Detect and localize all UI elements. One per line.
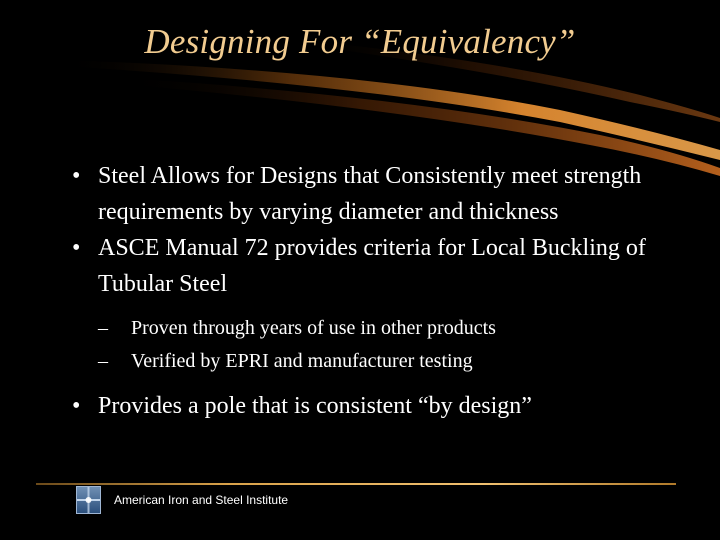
bullet-list bbox=[72, 158, 672, 424]
sub-bullet-item bbox=[98, 312, 672, 345]
aisi-logo-icon bbox=[76, 486, 101, 514]
bullet-marker: • bbox=[72, 393, 81, 419]
footer-divider bbox=[36, 483, 676, 485]
sub-bullet-marker: – bbox=[98, 317, 108, 339]
bullet-text: ASCE Manual 72 provides criteria for Local Buckling of Tubular Steel bbox=[98, 235, 646, 297]
bullet-text: Provides a pole that is consistent “by design” bbox=[98, 393, 532, 419]
bullet-text: Steel Allows for Designs that Consistently meet strength requirements by varying diameter and thickness bbox=[98, 163, 642, 225]
sub-bullet-list bbox=[98, 312, 672, 378]
sub-bullet-item bbox=[98, 345, 672, 378]
bullet-item bbox=[72, 158, 672, 230]
bullet-marker: • bbox=[72, 235, 81, 261]
sub-bullet-text: Proven through years of use in other products bbox=[131, 317, 496, 339]
sub-bullet-text: Verified by EPRI and manufacturer testing bbox=[131, 350, 473, 372]
bullet-item bbox=[72, 388, 672, 424]
bullet-marker: • bbox=[72, 163, 81, 189]
slide-title: Designing For “Equivalency” bbox=[144, 22, 576, 61]
footer-organization: American Iron and Steel Institute bbox=[114, 493, 289, 507]
bullet-item bbox=[72, 230, 672, 302]
sub-bullet-marker: – bbox=[98, 350, 108, 372]
